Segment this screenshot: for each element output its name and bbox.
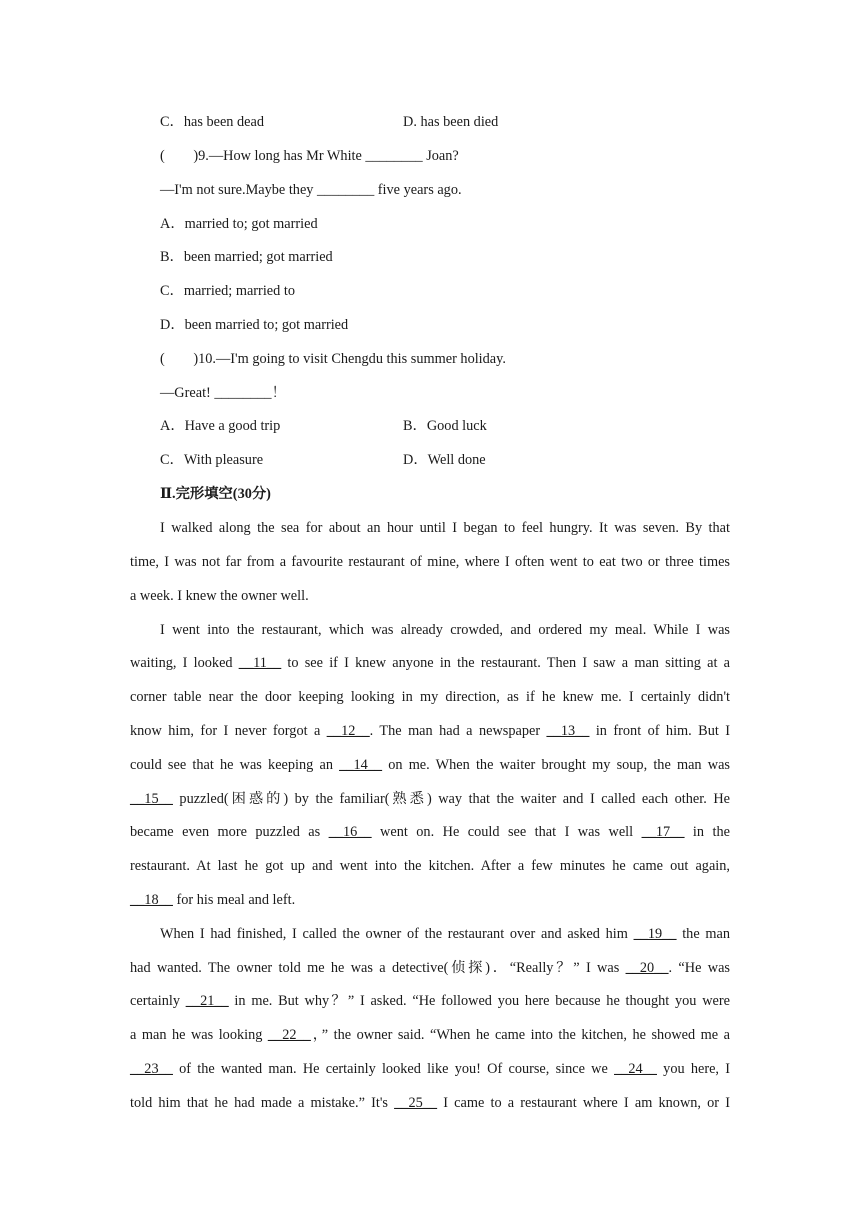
blank-15: __15__: [130, 791, 173, 807]
para2-line: corner table near the door keeping looking in my direction, as if he knew me. I certainly didn't: [130, 689, 730, 705]
para2-line: know him, for I never forgot a __12__. The man had a newspaper __13__ in front of him. But I: [130, 723, 731, 739]
blank-16: __16__: [328, 824, 372, 840]
para1-line: time, I was not far from a favourite restaurant of mine, where I often went to eat two or three times: [130, 554, 730, 570]
q8-option-d: D. has been died: [403, 114, 499, 130]
para3-line: told him that he had made a mistake.” It's __25__ I came to a restaurant where I am known, or I: [130, 1095, 731, 1111]
para2-line: I went into the restaurant, which was already crowded, and ordered my meal. While I was: [160, 622, 730, 638]
section-heading: Ⅱ.完形填空(30分): [160, 486, 271, 502]
q8-option-c: C．has been dead: [160, 114, 265, 130]
q10-option-c: C．With pleasure: [160, 452, 264, 468]
q10-option-b: B．Good luck: [403, 418, 487, 434]
blank-20: __20__: [625, 960, 669, 976]
blank-14: __14__: [339, 757, 383, 773]
q10-stem: ( )10.—I'm going to visit Chengdu this summer holiday.: [160, 351, 506, 367]
para2-line: restaurant. At last he got up and went into the kitchen. After a few minutes he came out again,: [130, 858, 730, 874]
para2-line: __18__ for his meal and left.: [130, 892, 296, 908]
para3-line: a man he was looking __22__，” the owner said. “When he came into the kitchen, he showed me a: [130, 1027, 730, 1043]
blank-25: __25__: [394, 1095, 438, 1111]
para3-line: certainly __21__ in me. But why？” I asked. “He followed you here because he thought you were: [130, 993, 730, 1009]
blank-22: __22__: [267, 1027, 311, 1043]
para2-line: waiting, I looked __11__ to see if I knew anyone in the restaurant. Then I saw a man sitting at a: [130, 655, 730, 671]
para3-line: When I had finished, I called the owner of the restaurant over and asked him __19__ the man: [160, 926, 730, 942]
para3-line: __23__ of the wanted man. He certainly looked like you! Of course, since we __24__ you here, I: [130, 1061, 730, 1077]
para2-line: became even more puzzled as __16__ went on. He could see that I was well __17__ in the: [130, 824, 730, 840]
blank-12: __12__: [326, 723, 370, 739]
blank-17: __17__: [641, 824, 685, 840]
para2-line: __15__ puzzled(困惑的) by the familiar(熟悉) way that the waiter and I called each other. He: [130, 791, 730, 807]
q9-reply: —I'm not sure.Maybe they ________ five years ago.: [160, 182, 462, 198]
q10-option-a: A．Have a good trip: [160, 418, 281, 434]
q9-stem: ( )9.—How long has Mr White ________ Joan?: [160, 148, 459, 164]
q9-option-c: C．married; married to: [160, 283, 295, 299]
q9-option-a: A．married to; got married: [160, 216, 318, 232]
para1-line: a week. I knew the owner well.: [130, 588, 309, 604]
para2-line: could see that he was keeping an __14__ on me. When the waiter brought my soup, the man was: [130, 757, 730, 773]
para1-line: I walked along the sea for about an hour until I began to feel hungry. It was seven. By that: [160, 520, 730, 536]
blank-24: __24__: [614, 1061, 657, 1077]
para3-line: had wanted. The owner told me he was a detective(侦探)．“Really？” I was __20__. “He was: [130, 960, 730, 976]
blank-18: __18__: [130, 892, 173, 908]
blank-11: __11__: [238, 655, 282, 671]
q10-option-d: D．Well done: [403, 452, 486, 468]
q9-option-d: D．been married to; got married: [160, 317, 349, 333]
q9-option-b: B．been married; got married: [160, 249, 333, 265]
blank-13: __13__: [546, 723, 590, 739]
blank-21: __21__: [185, 993, 229, 1009]
q10-reply: —Great! ________！: [160, 385, 286, 401]
blank-19: __19__: [633, 926, 677, 942]
blank-23: __23__: [130, 1061, 173, 1077]
